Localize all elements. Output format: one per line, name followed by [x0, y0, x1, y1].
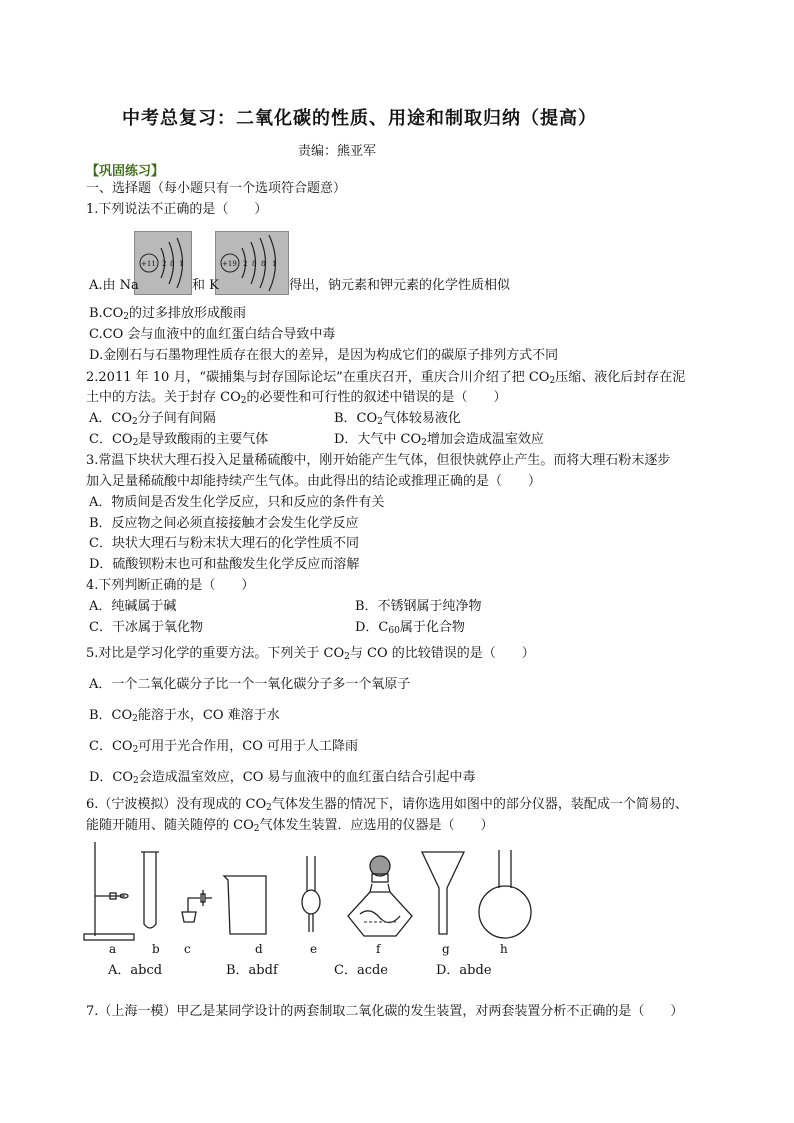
k-shell-4: 1 [272, 260, 277, 268]
label-c: c [184, 942, 191, 956]
section-heading: 【巩固练习】 [86, 164, 165, 179]
q4-option-a: A．纯碱属于碱 [89, 599, 177, 614]
kipp-apparatus-f [348, 856, 412, 936]
q5-option-c: C．$CO_2$可用于光合作用，CO 可用于人工降雨 [89, 739, 359, 755]
k-atom-structure-image [215, 231, 289, 295]
q1-option-a-suffix: 得出，钠元素和钾元素的化学性质相似 [289, 278, 511, 293]
q4-option-d: D．$C_{60}$属于化合物 [355, 620, 465, 636]
q4-option-b: B．不锈钢属于纯净物 [355, 599, 482, 614]
q5-option-b: B．$CO_2$能溶于水，CO 难溶于水 [89, 708, 280, 724]
q6-stem-line2: 能随开随用、随关随停的 $CO_2$气体发生装置．应选用的仪器是（ ） [86, 818, 494, 834]
test-tube-b [141, 852, 159, 928]
q1-option-d: D.金刚石与石墨物理性质存在很大的差异，是因为构成它们的碳原子排列方式不同 [89, 348, 559, 363]
q3-stem-line2: 加入足量稀硫酸中却能持续产生气体。由此得出的结论或推理正确的是（ ） [86, 474, 542, 489]
stopper-tube-c [182, 890, 212, 922]
label-h: h [500, 942, 508, 956]
q1-stem: 1.下列说法不正确的是（ ） [86, 202, 268, 217]
q2-option-b: B．$CO_2$气体较易液化 [334, 411, 461, 427]
label-e: e [310, 942, 318, 956]
drying-tube-e [302, 856, 320, 932]
q6-option-c: C．acde [334, 963, 388, 978]
q2-option-c: C．$CO_2$是导致酸雨的主要气体 [89, 432, 269, 448]
part-heading: 一、选择题（每小题只有一个选项符合题意） [86, 181, 347, 196]
q4-stem: 4.下列判断正确的是（ ） [86, 578, 255, 593]
q1-option-c: C.CO 会与血液中的血红蛋白结合导致中毒 [89, 327, 336, 342]
q2-stem-line2: 土中的方法。关于封存 $CO_2$的必要性和可行性的叙述中错误的是（ ） [86, 390, 507, 406]
flask-h [479, 850, 531, 938]
q6-option-d: D．abde [436, 963, 492, 978]
q3-option-d: D．硫酸钡粉末也可和盐酸发生化学反应而溶解 [89, 557, 360, 572]
na-atom-structure-image [134, 231, 192, 295]
na-shell-3: 1 [179, 260, 184, 268]
q6-stem-line1: 6.（宁波模拟）没有现成的 $CO_2$气体发生器的情况下，请你选用如图中的部分仪器，装配成一个简易的、 [86, 797, 688, 813]
q3-option-b: B．反应物之间必须直接接触才会发生化学反应 [89, 516, 359, 531]
label-b: b [152, 942, 160, 956]
k-nucleus-label: +19 [222, 260, 237, 268]
na-shell-1: 2 [162, 260, 167, 268]
q6-option-a: A．abcd [108, 963, 163, 978]
editor-line: 责编：熊亚军 [298, 144, 377, 159]
q3-stem-line1: 3.常温下块状大理石投入足量稀硫酸中，刚开始能产生气体，但很快就停止产生。而将大理石粉末逐步 [86, 453, 671, 468]
q1-option-a-prefix: A.由 Na [89, 278, 139, 293]
q7-stem: 7.（上海一模）甲乙是某同学设计的两套制取二氧化碳的发生装置，对两套装置分析不正确的是（ ） [86, 1004, 684, 1019]
q3-option-c: C．块状大理石与粉末状大理石的化学性质不同 [89, 536, 359, 551]
q5-option-d: D．$CO_2$会造成温室效应，CO 易与血液中的血红蛋白结合引起中毒 [89, 770, 476, 786]
label-g: g [442, 942, 450, 956]
k-shell-2: 8 [252, 260, 257, 268]
label-d: d [255, 942, 263, 956]
label-f: f [376, 942, 381, 956]
q5-stem: 5.对比是学习化学的重要方法。下列关于 $CO_2$与 CO 的比较错误的是（ ） [86, 646, 535, 662]
q4-option-c: C．干冰属于氧化物 [89, 620, 203, 635]
na-nucleus-label: +11 [141, 260, 156, 268]
funnel-g [422, 852, 464, 934]
q5-option-a: A．一个二氧化碳分子比一个一氧化碳分子多一个氧原子 [89, 677, 411, 692]
q2-option-d: D．大气中 $CO_2$增加会造成温室效应 [334, 432, 544, 448]
page-title: 中考总复习：二氧化碳的性质、用途和制取归纳（提高） [122, 108, 597, 129]
iron-stand-a [84, 842, 134, 940]
k-shell-3: 8 [261, 260, 266, 268]
lab-apparatus-figure [70, 836, 540, 946]
label-a: a [109, 942, 117, 956]
na-shell-2: 8 [170, 260, 175, 268]
q1-option-a-mid: 和 K [192, 278, 219, 293]
beaker-d [224, 876, 266, 934]
q1-option-b: $B.CO_2$的过多排放形成酸雨 [89, 306, 247, 322]
k-shell-1: 2 [243, 260, 248, 268]
q2-option-a: A．$CO_2$分子间有间隔 [89, 411, 216, 427]
q2-stem-line1: 2.2011 年 10 月，“碳捕集与封存国际论坛”在重庆召开，重庆合川介绍了把 $CO_2$压缩、液化后封存在泥 [86, 370, 686, 386]
q6-option-b: B．abdf [226, 963, 278, 978]
q3-option-a: A．物质间是否发生化学反应，只和反应的条件有关 [89, 495, 385, 510]
